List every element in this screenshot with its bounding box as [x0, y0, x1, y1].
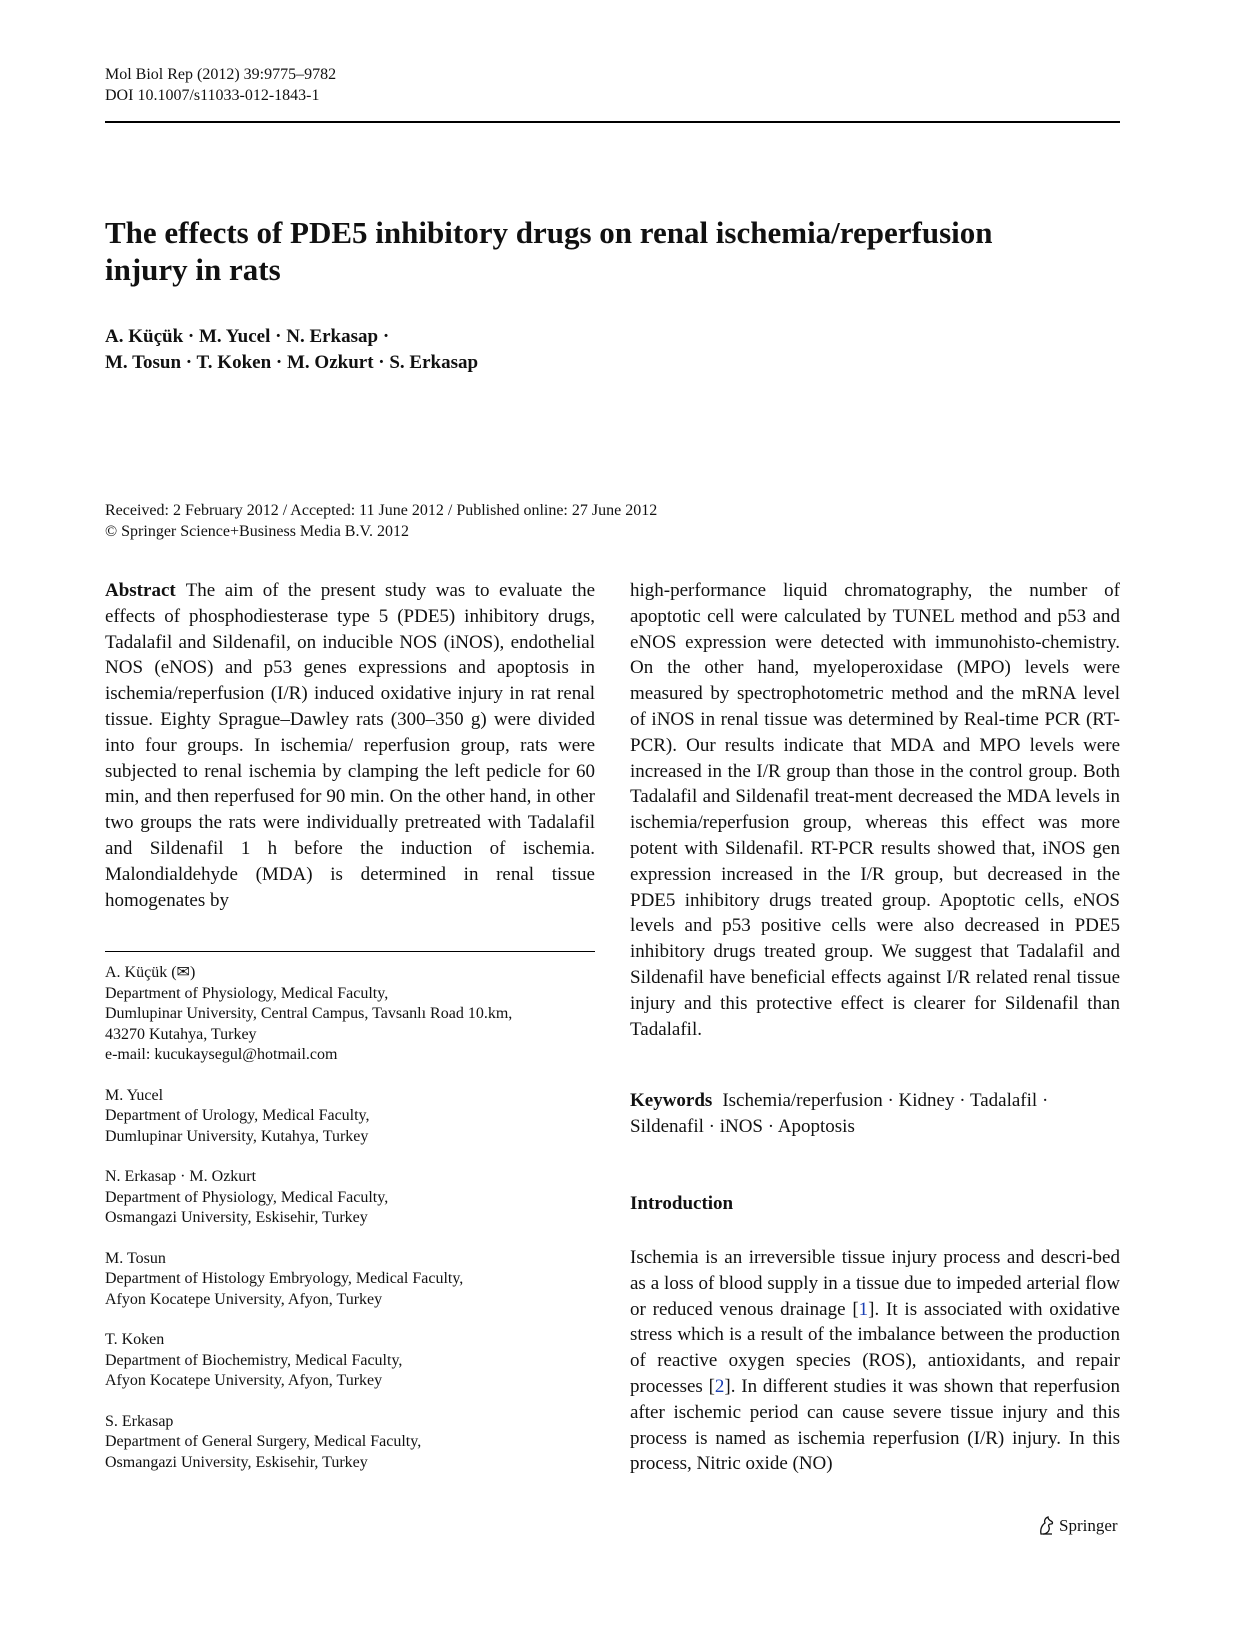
affiliation-line: Dumlupinar University, Kutahya, Turkey	[105, 1127, 369, 1145]
affiliation-line: Department of General Surgery, Medical Faculty,	[105, 1433, 422, 1450]
header-rule	[105, 121, 1120, 123]
affiliation-block	[105, 1086, 595, 1148]
affiliation-name: N. Erkasap · M. Ozkurt	[105, 1168, 257, 1185]
affiliation-line: Afyon Kocatepe University, Afyon, Turkey	[105, 1372, 383, 1389]
affiliation-block	[105, 1249, 595, 1311]
intro-text-segment: ]. In different studies it was shown that reperfusion after ischemic period can cause severe tissue injury and this process is named as ischemia reperfusion (I/R) injury. In this process, Nitric oxide (NO)	[630, 1375, 1120, 1475]
abstract-text-left: The aim of the present study was to evaluate the effects of phosphodiesterase type 5 (PDE5) inhibitory drugs, Tadalafil and Sildenafil, on inducible NOS (iNOS), endothelial NOS (eNOS) and p53 genes expressions and apoptosis in ischemia/reperfusion (I/R) induced oxidative injury in rat renal tissue. Eighty Sprague–Dawley rats (300–350 g) were divided into four groups. In ischemia/ reperfusion group, rats were subjected to renal ischemia by clamping the left pedicle for 60 min, and then reperfused for 90 min. On the other hand, in other two groups the rats were individually pretreated with Tadalafil and Sildenafil 1 h before the induction of ischemia. Malondialdehyde (MDA) is determined in renal tissue homogenates by	[105, 580, 595, 911]
affiliation-line: Department of Biochemistry, Medical Faculty,	[105, 1351, 403, 1369]
affiliation-line: Department of Histology Embryology, Medical Faculty,	[105, 1270, 464, 1287]
affiliation-line: Department of Urology, Medical Faculty,	[105, 1107, 370, 1124]
author-list	[105, 324, 478, 376]
author-line-2: M. Tosun · T. Koken · M. Ozkurt · S. Erkasap	[105, 352, 479, 373]
affiliation-line: Department of Physiology, Medical Faculty,	[105, 984, 389, 1002]
affiliation-line: Department of Physiology, Medical Faculty,	[105, 1188, 389, 1206]
affiliation-line: Osmangazi University, Eskisehir, Turkey	[105, 1453, 368, 1471]
affiliation-line: Osmangazi University, Eskisehir, Turkey	[105, 1209, 368, 1226]
abstract-left-column	[105, 578, 595, 913]
affiliation-block	[105, 1412, 595, 1474]
abstract-right-column	[630, 578, 1120, 1042]
affiliation-line: Dumlupinar University, Central Campus, Tavsanlı Road 10.km,	[105, 1005, 513, 1022]
paper-title: The effects of PDE5 inhibitory drugs on renal ischemia/reperfusion injury in rats	[105, 215, 993, 287]
affiliation-name: M. Yucel	[105, 1086, 164, 1104]
affiliation-line: 43270 Kutahya, Turkey	[105, 1025, 257, 1043]
keywords-label: Keywords	[630, 1090, 713, 1111]
date-history: Received: 2 February 2012 / Accepted: 11 June 2012 / Published online: 27 June 2012	[105, 502, 658, 519]
citation-link[interactable]: 1	[858, 1298, 869, 1320]
affiliation-line: Afyon Kocatepe University, Afyon, Turkey	[105, 1290, 383, 1308]
keywords-line-2: Sildenafil · iNOS · Apoptosis	[630, 1116, 855, 1137]
affiliation-name: M. Tosun	[105, 1249, 166, 1267]
affiliation-name: S. Erkasap	[105, 1412, 174, 1430]
keywords	[630, 1088, 1120, 1140]
introduction-text	[630, 1245, 1120, 1477]
intro-text-segment: ]. It is associated with oxidative stress which is a result of the imbalance between the production of reactive oxygen species (ROS), antioxidants, and repair processes [	[630, 1298, 1120, 1397]
publisher-logo	[1037, 1516, 1118, 1536]
journal-citation: Mol Biol Rep (2012) 39:9775–9782	[105, 66, 337, 83]
affiliation-block	[105, 1167, 595, 1229]
keywords-line-1: Ischemia/reperfusion · Kidney · Tadalafil ·	[722, 1090, 1049, 1111]
intro-text-segment: Ischemia is an irreversible tissue injury process and descri-bed as a loss of blood supply in a tissue due to impeded arterial flow or reduced venous drainage [	[630, 1247, 1120, 1320]
affiliation-name: T. Koken	[105, 1331, 165, 1348]
affiliation-block	[105, 963, 595, 1066]
abstract-text-right: high-performance liquid chromatography, the number of apoptotic cell were calculated by TUNEL method and p53 and eNOS expression were detected with immunohisto-chemistry. On the other hand, myeloperoxidase (MPO) levels were measured by spectrophotometric method and the mRNA level of iNOS in renal tissue was determined by Real-time PCR (RT-PCR). Our results indicate that MDA and MPO levels were increased in the I/R group than those in the control group. Both Tadalafil and Sildenafil treat-ment decreased the MDA levels in ischemia/reperfusion group, whereas this effect was more potent with Sildenafil. RT-PCR results showed that, iNOS gen expression increased in the I/R group, but decreased in the PDE5 inhibitory drugs treated group. Apoptotic cells, eNOS levels and p53 positive cells were also decreased in PDE5 inhibitory drugs treated group. We suggest that Tadalafil and Sildenafil have beneficial effects against I/R related renal tissue injury and this protective effect is clearer for Sildenafil than Tadalafil.	[630, 580, 1120, 1040]
copyright-line: © Springer Science+Business Media B.V. 2012	[105, 523, 409, 540]
journal-header	[105, 64, 336, 106]
section-heading-introduction: Introduction	[630, 1193, 734, 1214]
publication-dates	[105, 500, 657, 542]
affiliation-block	[105, 1330, 595, 1392]
citation-link[interactable]: 2	[714, 1375, 725, 1397]
affiliations	[105, 963, 595, 1493]
journal-doi: DOI 10.1007/s11033-012-1843-1	[105, 87, 320, 104]
affiliation-name: A. Küçük (✉)	[105, 964, 196, 981]
affiliation-email[interactable]: e-mail: kucukaysegul@hotmail.com	[105, 1046, 338, 1063]
springer-horse-icon	[1037, 1516, 1055, 1536]
publisher-name: Springer	[1059, 1516, 1118, 1535]
abstract-label: Abstract	[105, 580, 176, 601]
author-line-1: A. Küçük · M. Yucel · N. Erkasap ·	[105, 326, 390, 347]
footnote-rule	[105, 951, 595, 952]
